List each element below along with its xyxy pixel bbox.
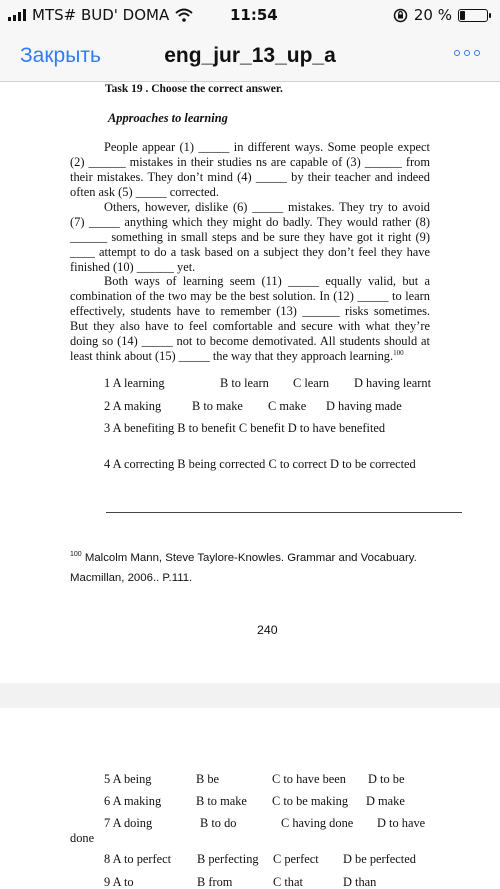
option: B perfecting: [197, 852, 259, 866]
document-page-240[interactable]: [0, 82, 500, 683]
option: 9 A to: [104, 875, 134, 889]
option: B be: [196, 772, 220, 786]
option: D having made: [326, 399, 402, 413]
status-bar: [0, 0, 500, 30]
option: B from: [197, 875, 233, 889]
option: C perfect: [273, 852, 319, 866]
document-title: eng_jur_13_up_a: [164, 43, 336, 67]
more-options-icon[interactable]: [454, 50, 480, 56]
wifi-icon: [175, 8, 193, 22]
footnote-reference: 100: [393, 348, 404, 357]
answer-options-3: 3 A benefiting B to benefit C benefit D to have benefited: [104, 421, 386, 435]
option: B to make: [196, 794, 247, 808]
section-title: Approaches to learning: [108, 111, 228, 125]
signal-icon: [8, 9, 26, 21]
option: C having done: [281, 816, 354, 830]
option: C to have been: [272, 772, 346, 786]
document-page-241[interactable]: [0, 708, 500, 889]
option: 5 A being: [104, 772, 152, 786]
orientation-lock-icon: [393, 8, 408, 23]
option: B to make: [192, 399, 243, 413]
battery-icon: [458, 9, 488, 22]
option: C make: [268, 399, 307, 413]
option: B to do: [200, 816, 237, 830]
footnote-text: Malcolm Mann, Steve Taylore-Knowles. Grammar and Vocabuary. Macmillan, 2006.. P.111.: [70, 552, 417, 584]
paragraph-1: People appear (1) _____ in different ways. Some people expect (2) ______ mistakes in their studies ns are capable of (3) ______ from their mistakes. They don’t mind (4) _____ by their teacher and indeed often ask (5) _____ corrected.: [70, 140, 430, 199]
option: D to be: [368, 772, 405, 786]
status-time: 11:54: [230, 6, 278, 24]
option: D having learnt: [354, 376, 432, 390]
option: B to learn: [220, 376, 269, 390]
status-right: [393, 6, 488, 24]
footnote-divider: [106, 512, 462, 513]
option: 8 A to perfect: [104, 852, 172, 866]
carrier-name: MTS# BUD' DOMA: [32, 6, 170, 24]
option: D make: [366, 794, 405, 808]
status-left: [8, 6, 193, 24]
footnote-number: 100: [70, 551, 82, 559]
option: 2 A making: [104, 399, 162, 413]
option: C learn: [293, 376, 330, 390]
option: C to be making: [272, 794, 349, 808]
option: 7 A doing: [104, 816, 153, 830]
answer-options-4: 4 A correcting B being corrected C to correct D to be corrected: [104, 457, 416, 471]
option: 6 A making: [104, 794, 162, 808]
paragraph-3: [70, 274, 430, 363]
footnote: [70, 548, 430, 588]
option: D be perfected: [343, 852, 416, 866]
nav-bar: [0, 30, 500, 82]
option: D than: [343, 875, 377, 889]
battery-percent: 20 %: [413, 6, 452, 24]
paragraph-2: Others, however, dislike (6) _____ mistakes. They try to avoid (7) _____ anything which they might do badly. They would rather (8) ______ something in small steps and be sure they have got it right (9) ____ attempt to do a task based on a subject they don’t feel they have finished (10) ______ yet.: [70, 200, 430, 274]
task-title: Task 19 . Choose the correct answer.: [105, 83, 283, 95]
page-number: 240: [257, 623, 278, 637]
option: 1 A learning: [104, 376, 165, 390]
option: C that: [273, 875, 303, 889]
paragraph-3-text: Both ways of learning seem (11) _____ equally valid, but a combination of the two may be the best solution. In (12) _____ to learn effectively, students have to remember (13) ______ risks sometimes. But they also have to feel comfortable and secure with what they’re doing so (14) _____ not to become demotivated. All students should at least think about (15) _____ the way that they approach learning.: [70, 274, 430, 363]
option: D to have: [377, 816, 426, 830]
close-button[interactable]: Закрыть: [20, 43, 101, 67]
option-continuation: done: [70, 831, 95, 845]
battery-fill: [460, 11, 465, 20]
